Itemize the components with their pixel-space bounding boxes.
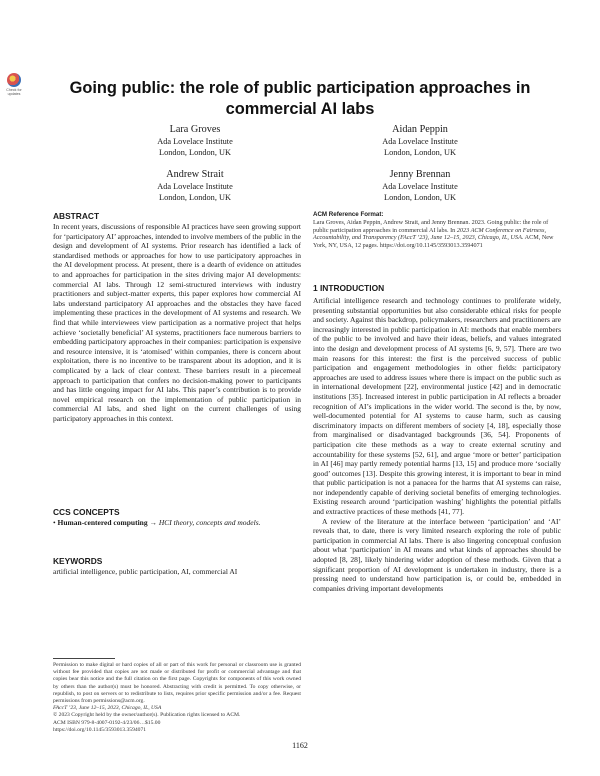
introduction-section bbox=[313, 283, 561, 593]
isbn-line: ACM ISBN 979-8-4007-0192-4/23/06…$15.00 bbox=[53, 719, 161, 726]
check-for-updates-logo[interactable] bbox=[3, 73, 25, 96]
author-block bbox=[95, 168, 295, 203]
bullet-icon: • bbox=[53, 518, 56, 527]
ccs-heading: CCS CONCEPTS bbox=[53, 507, 120, 517]
author-affiliation: Ada Lovelace Institute bbox=[157, 182, 233, 191]
ccs-section bbox=[53, 507, 301, 528]
intro-paragraph: Artificial intelligence research and technology continues to proliferate widely, presenting substantial opportunities but also considerable ethical risks for people and society. Against this backdrop, policymakers, researchers and practitioners are increasingly interested in public participation in AI: methods that enable members of the public to be involved and have their ideas, beliefs, and values integrated into the design and development process of AI systems [6, 9, 57]. There are two main reasons for this interest: the first is the perceived success of public participation and engagement methodologies in other fields: participatory approaches are used to address issues where there is impact on the public such as in international development [22], environmental justice [42] and in democratic institutions [35]. Increased interest in public participation in AI reflects a broader recognition of AI’s implications in the wider world. The second is the, by now, well-documented potential for AI systems to cause harm, such as causing discriminatory impacts on different members of society [4, 18], especially those from marginalised or disadvantaged backgrounds [36, 54]. Proponents of participation cite these methods as a way to create external scrutiny and accountability for these systems [52, 61], and argue ‘more or better’ participation in AI [46] may partly remedy potential harms [13, 15] and produce more ‘socially good’ outcomes [13]. Despite this growing interest, it is important to bear in mind that public participation is not a panacea for the harms that AI systems can raise, nor independently capable of deriving societal benefits of emerging technologies. Existing research around ‘participation washing’ highlights the potential pitfalls and extractive practices of these methods [41, 77]. bbox=[313, 296, 561, 517]
keywords-heading: KEYWORDS bbox=[53, 556, 103, 566]
author-location: London, London, UK bbox=[384, 193, 456, 202]
abstract-section bbox=[53, 211, 301, 423]
reference-authors: Lara Groves, Aidan Peppin, Andrew Strait, and Jenny Brennan. 2023. Going public: the role of public participation approaches in commercial AI labs. In bbox=[313, 219, 549, 234]
check-for-updates-label: Check for updates bbox=[6, 88, 22, 96]
author-location: London, London, UK bbox=[384, 148, 456, 157]
author-name: Aidan Peppin bbox=[392, 124, 448, 135]
abstract-text: In recent years, discussions of responsible AI practices have seen growing support for ‘participatory AI’ approaches, intended to involve members of the public in the design and development of AI systems. Prior research has identified a lack of standardised methods or approaches for how to use participatory approaches in the AI development process. At present, there is a dearth of evidence on attitudes to and approaches for participation in the sites driving major AI developments: commercial AI labs. Through 12 semi-structured interviews with industry practitioners and subject-matter experts, this paper explores how commercial AI labs understand participatory AI approaches and the obstacles they have faced implementing these practices in the development of AI systems and research. We find that while interviewees view participation as a normative project that helps achieve ‘societally beneficial’ AI systems, practitioners face numerous barriers to embedding participatory approaches in their companies: participation is expensive and resource intensive, it is ‘atomised’ within companies, there is concern about exploitation, there is no incentive to be transparent about its adoption, and it is complicated by a lack of clear context. These barriers result in a piecemeal approach to participation that confers no decision-making power to participants and has little ongoing impact for AI labs. This paper’s contribution is to provide novel empirical research on the implementation of public participation in commercial AI labs, and shed light on the current challenges of using participatory approaches in this context. bbox=[53, 222, 301, 423]
intro-paragraph: A review of the literature at the interface between ‘participation’ and ‘AI’ reveals that, to date, there is very limited research exploring the role of public participation in commercial AI labs. There is also lingering conceptual confusion about what ‘participation’ in AI means and what kinds of approaches should be adopted [8, 28], likely hindering wider adoption of these methods. Given that a significant proportion of AI development is undertaken in industry, there is a pressing need to understand how participation is, or could be, embedded in companies driving important developments bbox=[313, 516, 561, 593]
doi-link[interactable]: https://doi.org/10.1145/3593013.3594071 bbox=[53, 726, 147, 733]
crossmark-icon bbox=[7, 73, 21, 87]
copyright-line: © 2023 Copyright held by the owner/author(s). Publication rights licensed to ACM. bbox=[53, 712, 241, 719]
introduction-heading: 1 INTRODUCTION bbox=[313, 283, 385, 293]
footnote-divider bbox=[53, 658, 115, 659]
author-block bbox=[95, 123, 295, 158]
author-block bbox=[320, 123, 520, 158]
author-name: Jenny Brennan bbox=[389, 169, 451, 180]
author-affiliation: Ada Lovelace Institute bbox=[382, 137, 458, 146]
author-location: London, London, UK bbox=[159, 148, 231, 157]
author-location: London, London, UK bbox=[159, 193, 231, 202]
keywords-section bbox=[53, 556, 301, 577]
abstract-heading: ABSTRACT bbox=[53, 211, 100, 221]
page-number: 1162 bbox=[292, 741, 308, 750]
reference-format-text bbox=[313, 219, 561, 249]
reference-venue: 2023 ACM Conference on Fairness, Accountability, and Transparency (FAccT ’23), June 12–15, 2023, Chicago, IL, USA. bbox=[313, 226, 547, 241]
reference-format-heading: ACM Reference Format: bbox=[313, 211, 384, 218]
arrow-icon: → bbox=[149, 518, 157, 527]
author-name: Lara Groves bbox=[169, 124, 221, 135]
author-block bbox=[320, 168, 520, 203]
ccs-concept-bold: Human-centered computing bbox=[57, 518, 148, 527]
author-affiliation: Ada Lovelace Institute bbox=[157, 137, 233, 146]
author-name: Andrew Strait bbox=[166, 169, 224, 180]
permission-text: Permission to make digital or hard copies of all or part of this work for personal or classroom use is granted without fee provided that copies are not made or distributed for profit or commercial advantage and that copies bear this notice and the full citation on the first page. Copyrights for components of this work owned by others than the author(s) must be honored. Abstracting with credit is permitted. To copy otherwise, or republish, to post on servers or to redistribute to lists, requires prior specific permission and/or a fee. Request permissions from permissions@acm.org. bbox=[53, 662, 301, 705]
keywords-text: artificial intelligence, public participation, AI, commercial AI bbox=[53, 567, 238, 576]
ccs-concept bbox=[53, 518, 301, 528]
paper-title: Going public: the role of public participation approaches in commercial AI labs bbox=[69, 79, 531, 118]
conference-line: FAccT ’23, June 12–15, 2023, Chicago, IL, USA bbox=[53, 705, 162, 712]
reference-tail[interactable]: ACM, New York, NY, USA, 12 pages. https://doi.org/10.1145/3593013.3594071 bbox=[313, 234, 554, 249]
author-affiliation: Ada Lovelace Institute bbox=[382, 182, 458, 191]
ccs-concept-italic: HCI theory, concepts and models. bbox=[158, 518, 261, 527]
permission-block bbox=[53, 662, 301, 734]
reference-format-section bbox=[313, 211, 561, 249]
